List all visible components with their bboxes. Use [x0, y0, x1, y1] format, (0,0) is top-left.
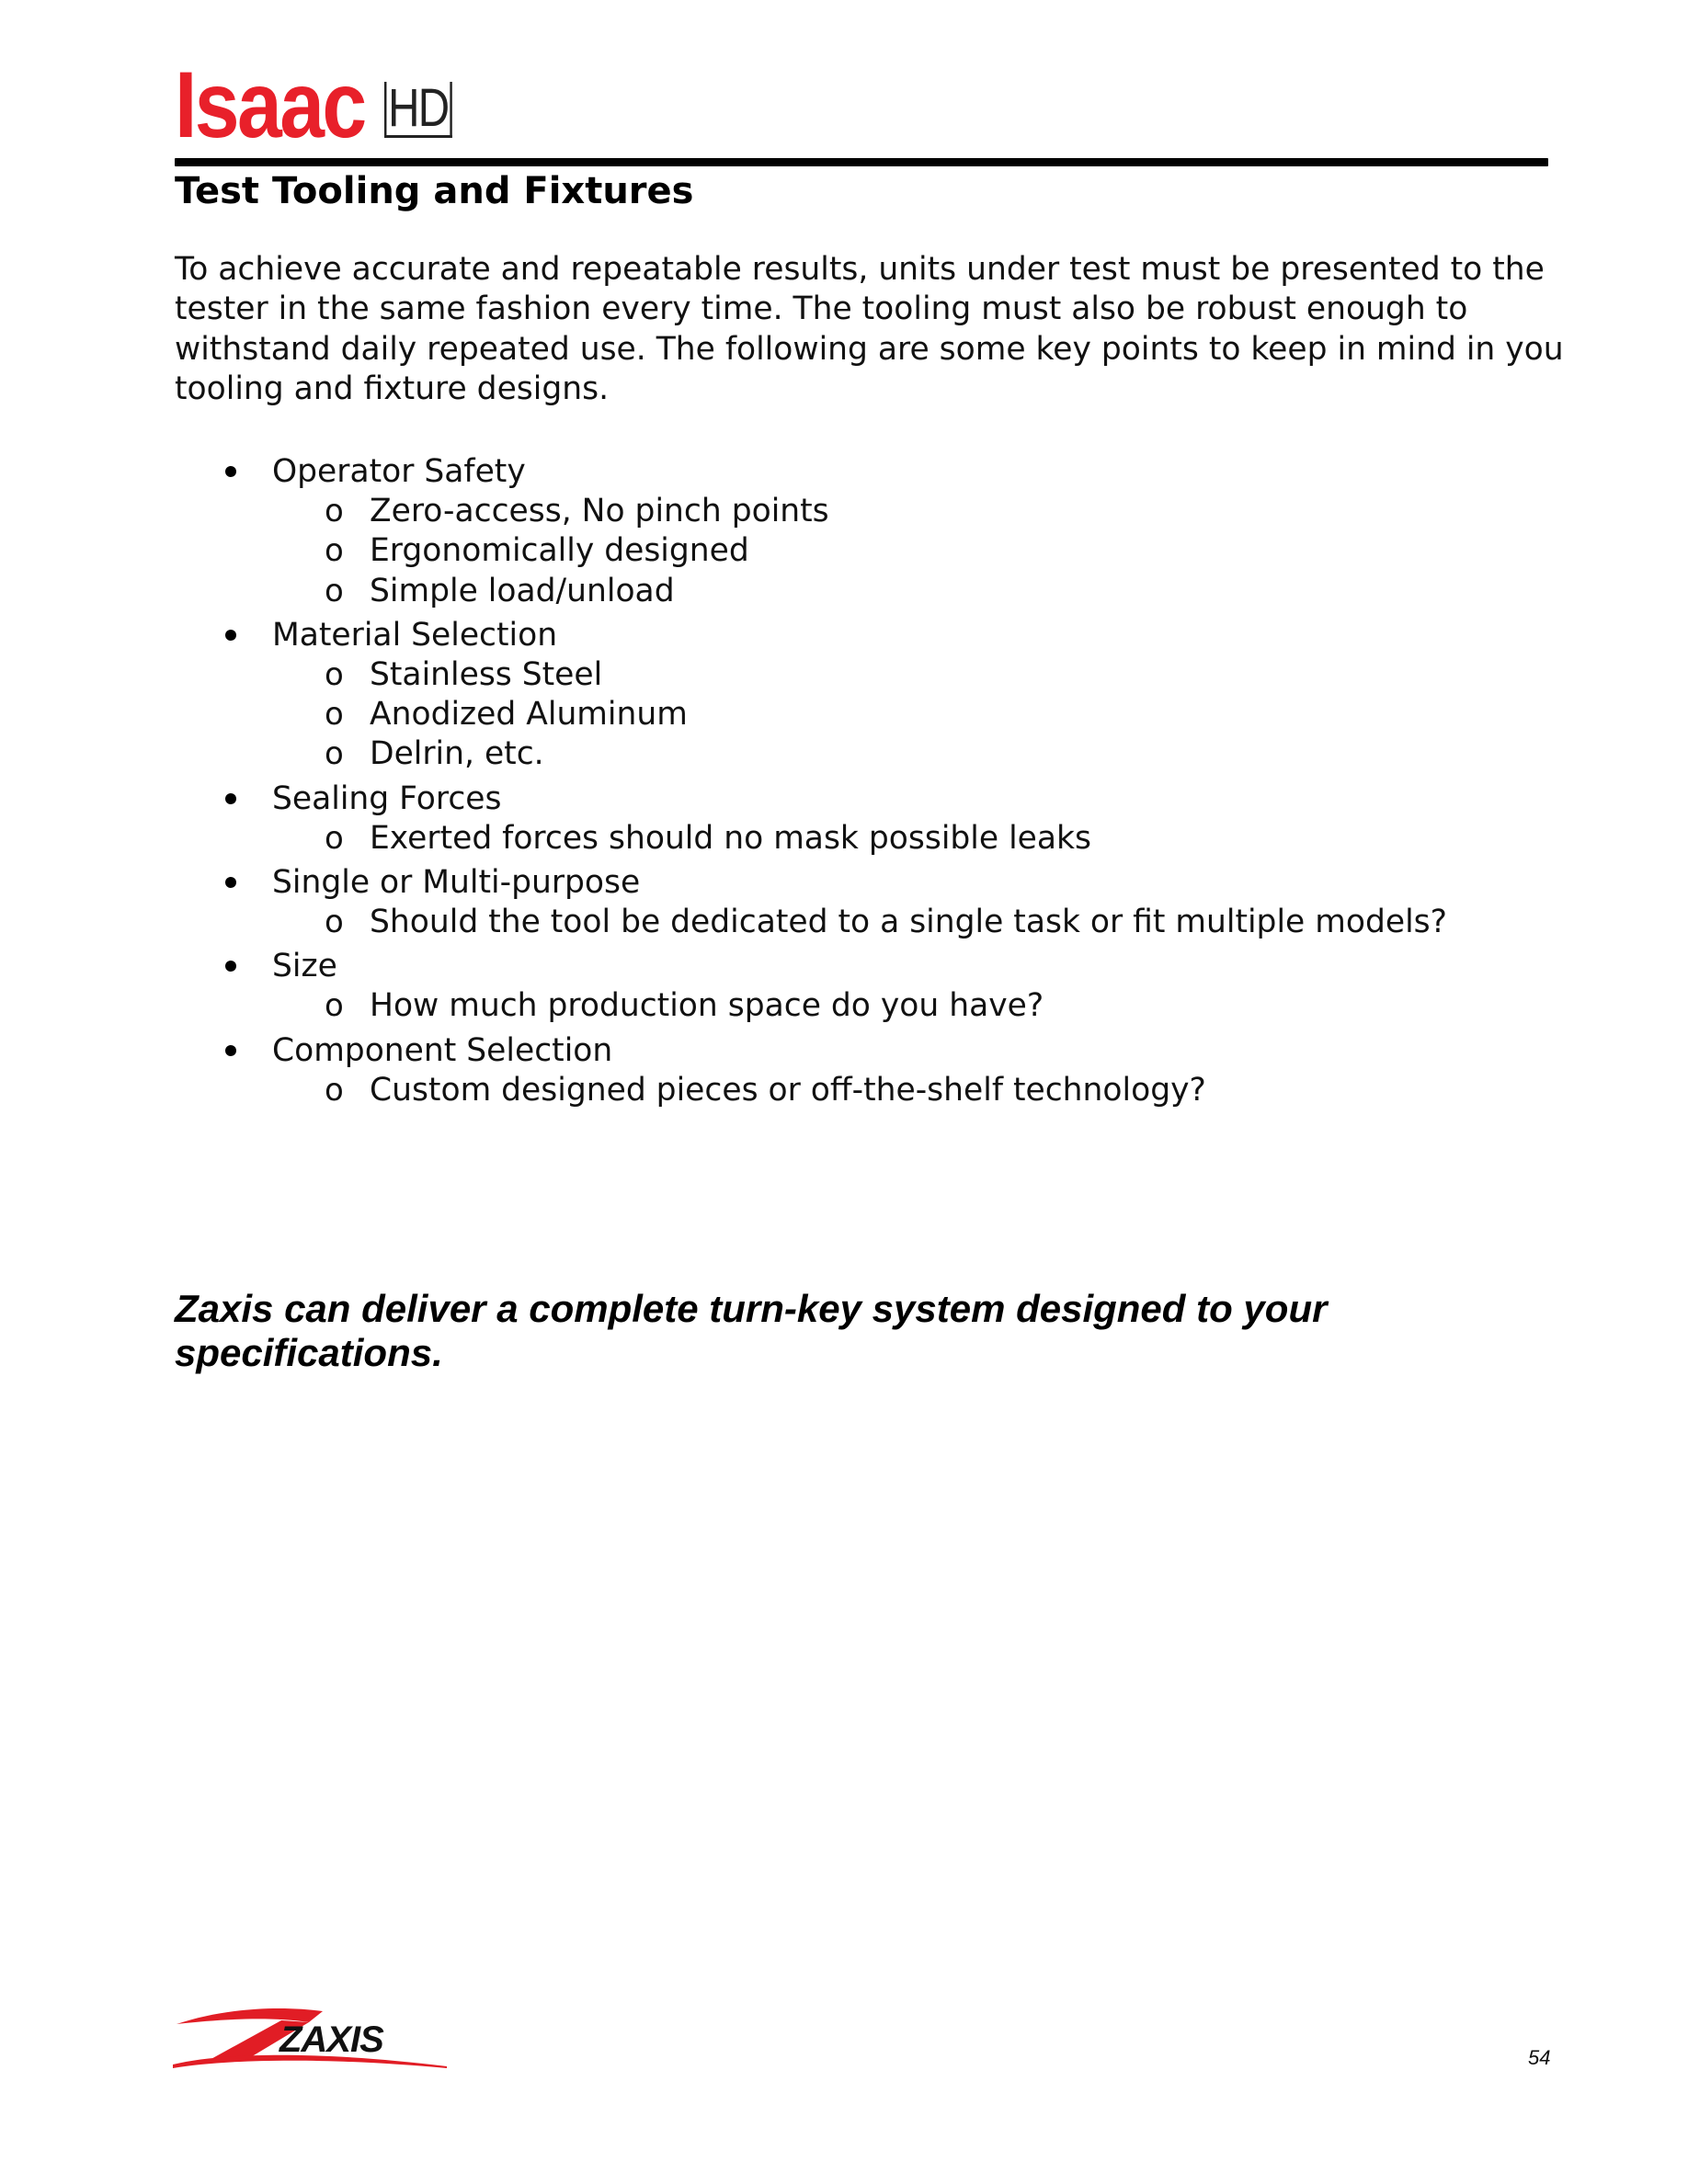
bullet-icon — [225, 877, 236, 888]
zaxis-logo — [171, 2004, 447, 2070]
isaac-hd-logo — [175, 52, 449, 157]
bullet-icon — [225, 1045, 236, 1056]
sub-list — [175, 1071, 1554, 1114]
sub-point-label: Should the tool be dedicated to a single task or fit multiple models? — [370, 904, 1447, 941]
sub-list — [175, 986, 1554, 1029]
hollow-bullet-icon: o — [325, 696, 344, 734]
key-points-list — [175, 451, 1554, 1114]
hollow-bullet-icon: o — [325, 904, 344, 941]
list-item — [175, 1030, 1554, 1114]
sub-list — [175, 819, 1554, 862]
sub-point-label: Exerted forces should no mask possible leaks — [370, 819, 1091, 857]
bullet-icon — [225, 466, 236, 477]
list-item — [175, 946, 1554, 1029]
sub-list-item — [175, 903, 1554, 942]
sub-list-item — [175, 655, 1554, 695]
sub-list — [175, 655, 1554, 779]
page-number: 54 — [1528, 2046, 1551, 2069]
sub-list-item — [175, 492, 1554, 531]
list-item — [175, 451, 1554, 615]
hollow-bullet-icon: o — [325, 987, 344, 1025]
bullet-row — [175, 451, 1554, 492]
bullet-row — [175, 862, 1554, 903]
sub-point-label: Ergonomically designed — [370, 532, 749, 570]
bullet-row — [175, 779, 1554, 819]
point-label: Size — [272, 948, 337, 985]
hollow-bullet-icon: o — [325, 819, 344, 857]
bullet-icon — [225, 793, 236, 804]
hd-logo-text: HD — [384, 82, 452, 138]
sub-list-item — [175, 819, 1554, 859]
closing-statement: Zaxis can deliver a complete turn-key system designed to your specifications. — [175, 1287, 1328, 1374]
hollow-bullet-icon: o — [325, 572, 344, 609]
isaac-logo-text: Isaac — [175, 52, 365, 157]
point-label: Operator Safety — [272, 453, 526, 490]
sub-list-item — [175, 734, 1554, 774]
hollow-bullet-icon: o — [325, 735, 344, 773]
hollow-bullet-icon: o — [325, 655, 344, 693]
bullet-row — [175, 1030, 1554, 1071]
intro-paragraph: To achieve accurate and repeatable results, units under test must be presented to the tester in the same fashion every time. The tooling must also be robust enough to withstand daily repeated use. The following are some key points to keep in mind in you tooling and fixture designs. — [175, 251, 1564, 407]
sub-list-item — [175, 986, 1554, 1026]
sub-list — [175, 492, 1554, 615]
hollow-bullet-icon: o — [325, 1071, 344, 1109]
sub-list-item — [175, 695, 1554, 734]
point-label: Component Selection — [272, 1031, 613, 1069]
page-title: Test Tooling and Fixtures — [175, 170, 694, 212]
point-label: Single or Multi-purpose — [272, 864, 641, 902]
sub-point-label: Simple load/unload — [370, 572, 675, 609]
point-label: Sealing Forces — [272, 779, 502, 817]
sub-point-label: Anodized Aluminum — [370, 696, 688, 734]
sub-list-item — [175, 531, 1554, 571]
list-item — [175, 615, 1554, 779]
sub-point-label: Stainless Steel — [370, 655, 603, 693]
sub-list-item — [175, 1071, 1554, 1110]
sub-point-label: Delrin, etc. — [370, 735, 544, 773]
point-label: Material Selection — [272, 616, 558, 654]
hollow-bullet-icon: o — [325, 493, 344, 529]
bullet-row — [175, 615, 1554, 655]
sub-point-label: Custom designed pieces or off-the-shelf technology? — [370, 1071, 1206, 1109]
sub-point-label: How much production space do you have? — [370, 987, 1044, 1025]
bullet-icon — [225, 630, 236, 641]
list-item — [175, 779, 1554, 862]
zaxis-logo-text: ZAXIS — [279, 2019, 383, 2060]
sub-list-item — [175, 572, 1554, 611]
bullet-icon — [225, 961, 236, 972]
hollow-bullet-icon: o — [325, 532, 344, 570]
list-item — [175, 862, 1554, 946]
sub-point-label: Zero-access, No pinch points — [370, 493, 829, 529]
bullet-row — [175, 946, 1554, 986]
sub-list — [175, 903, 1554, 946]
